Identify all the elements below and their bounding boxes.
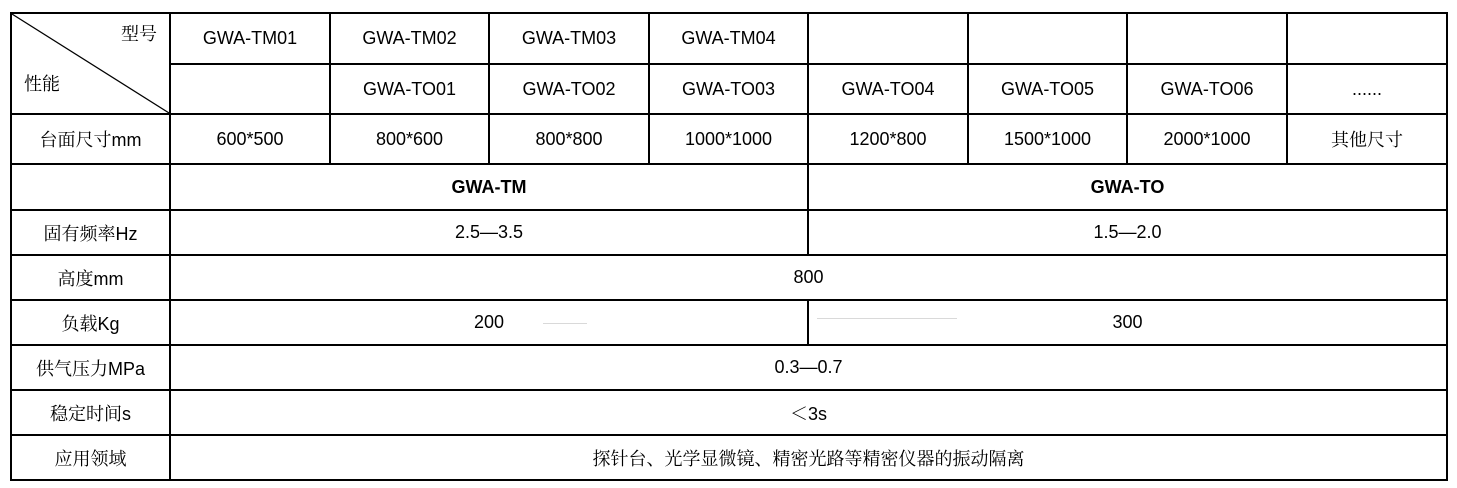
row-label: 稳定时间s: [11, 390, 170, 435]
size-cell: 1200*800: [808, 114, 968, 164]
corner-header-cell: [11, 13, 170, 114]
series-to-heading: GWA-TO: [808, 164, 1447, 210]
row-label: 负载Kg: [11, 300, 170, 345]
application-value: 探针台、光学显微镜、精密光路等精密仪器的振动隔离: [170, 435, 1447, 480]
spec-table: [10, 12, 1448, 481]
size-cell: 2000*1000: [1127, 114, 1287, 164]
model-cell: ......: [1287, 64, 1447, 114]
model-cell: GWA-TM03: [489, 13, 649, 64]
model-cell: GWA-TO01: [330, 64, 489, 114]
row-label: 台面尺寸mm: [11, 114, 170, 164]
model-cell: GWA-TO04: [808, 64, 968, 114]
model-cell: GWA-TM02: [330, 13, 489, 64]
model-cell: GWA-TO05: [968, 64, 1127, 114]
row-label: 高度mm: [11, 255, 170, 300]
pressure-value: 0.3—0.7: [170, 345, 1447, 390]
corner-label-performance: 性能: [24, 74, 60, 94]
load-to-value: 300: [1112, 312, 1143, 332]
empty-cell: [11, 164, 170, 210]
table-size-row: [11, 114, 1447, 164]
row-label: 固有频率Hz: [11, 210, 170, 255]
size-cell: 600*500: [170, 114, 330, 164]
load-tm-cell: [170, 300, 808, 345]
model-cell: GWA-TM04: [649, 13, 808, 64]
series-tm-heading: GWA-TM: [170, 164, 808, 210]
height-row: [11, 255, 1447, 300]
load-to-cell: [808, 300, 1447, 345]
faint-rule: [817, 318, 957, 319]
empty-cell: [808, 13, 968, 64]
row-label: 供气压力MPa: [11, 345, 170, 390]
frequency-tm-value: 2.5—3.5: [170, 210, 808, 255]
empty-cell: [1127, 13, 1287, 64]
model-cell: GWA-TO06: [1127, 64, 1287, 114]
size-cell: 800*800: [489, 114, 649, 164]
load-tm-value: 200: [473, 312, 505, 332]
settle-time-value: ＜3s: [170, 390, 1447, 435]
size-cell: 1000*1000: [649, 114, 808, 164]
settle-time-row: [11, 390, 1447, 435]
model-cell: GWA-TO02: [489, 64, 649, 114]
size-cell: 1500*1000: [968, 114, 1127, 164]
model-cell: GWA-TO03: [649, 64, 808, 114]
load-row: [11, 300, 1447, 345]
model-cell: GWA-TM01: [170, 13, 330, 64]
faint-rule: [543, 323, 587, 324]
empty-cell: [968, 13, 1127, 64]
empty-cell: [170, 64, 330, 114]
frequency-to-value: 1.5—2.0: [808, 210, 1447, 255]
model-row-to: [11, 64, 1447, 114]
size-cell: 800*600: [330, 114, 489, 164]
size-cell: 其他尺寸: [1287, 114, 1447, 164]
empty-cell: [1287, 13, 1447, 64]
height-value: 800: [170, 255, 1447, 300]
frequency-row: [11, 210, 1447, 255]
row-label: 应用领域: [11, 435, 170, 480]
application-row: [11, 435, 1447, 480]
model-row-tm: [11, 13, 1447, 64]
corner-label-model: 型号: [121, 24, 157, 44]
series-row: [11, 164, 1447, 210]
pressure-row: [11, 345, 1447, 390]
